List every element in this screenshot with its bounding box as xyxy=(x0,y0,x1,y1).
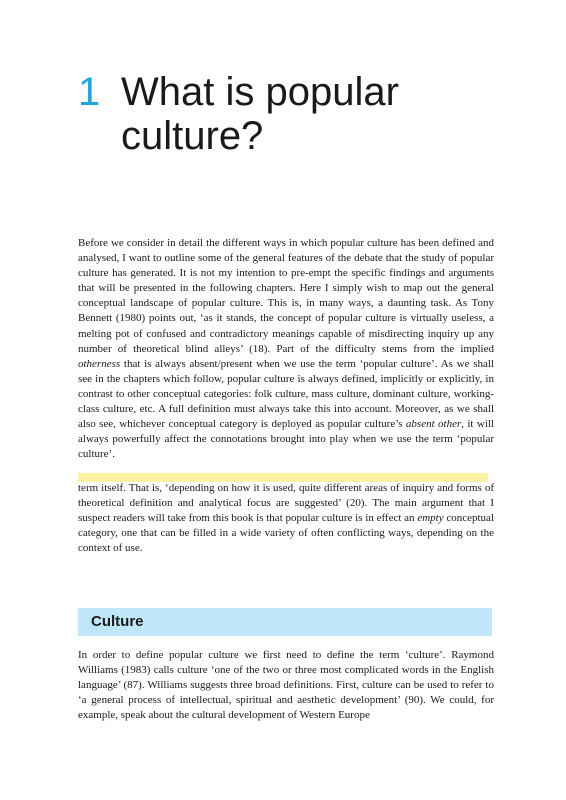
emphasis-empty: empty xyxy=(417,512,444,525)
second-paragraph xyxy=(78,481,494,556)
emphasis-absent-other: absent other xyxy=(405,418,462,431)
intro-paragraph xyxy=(78,236,494,462)
chapter-title: What is popular culture? xyxy=(121,70,399,158)
section-heading: Culture xyxy=(91,613,144,630)
second-text: term itself. That is, ‘depending on how it is used, quite different areas of inquiry and forms of theoretical definition and analytical focus are suggested’ (20). The main argument that I suspect readers will take from this book is that popular culture is in effect an xyxy=(78,482,494,525)
intro-text-mid: that is always absent/present when we use the term ‘popular culture’. As we shall see in the chapters which follow, popular culture is always defined, implicitly or explicitly, in contrast to other conceptual categories: folk culture, mass culture, dominant culture, working-class culture, etc. A full definition must always take this into account. Moreover, as we shall also see, whichever conceptual category is deployed as popular culture’s xyxy=(78,357,494,431)
emphasis-otherness: otherness xyxy=(78,357,121,370)
intro-text: Before we consider in detail the different ways in which popular culture has been defined and analysed, I want to outline some of the general features of the debate that the study of popular culture has generated. It is not my intention to pre-empt the specific findings and arguments that will be presented in the following chapters. Here I simply wish to map out the general conceptual landscape of popular culture. This is, in many ways, a daunting task. As Tony Bennett (1980) points out, ‘as it stands, the concept of popular culture is virtually useless, a melting pot of confused and contradictory meanings capable of misdirecting inquiry up any number of theoretical blind alleys’ (18). Part of the difficulty stems from the implied xyxy=(78,237,494,355)
section-header-bar xyxy=(78,608,492,636)
culture-paragraph: In order to define popular culture we first need to define the term ‘culture’. Raymond Williams (1983) calls culture ‘one of the two or three most complicated words in the English language’ (87). Williams suggests three broad definitions. First, culture can be used to refer to ‘a general process of intellectual, spiritual and aesthetic development’ (90). We could, for example, speak about the cultural development of Western Europe xyxy=(78,649,494,722)
intro-text-end: , it will always powerfully affect the connotations brought into play when we use the term ‘popular culture’. xyxy=(78,418,494,461)
chapter-number: 1 xyxy=(78,70,101,114)
second-text-end: conceptual category, one that can be filled in a wide variety of often conflicting ways, depending on the context of use. xyxy=(78,512,494,555)
